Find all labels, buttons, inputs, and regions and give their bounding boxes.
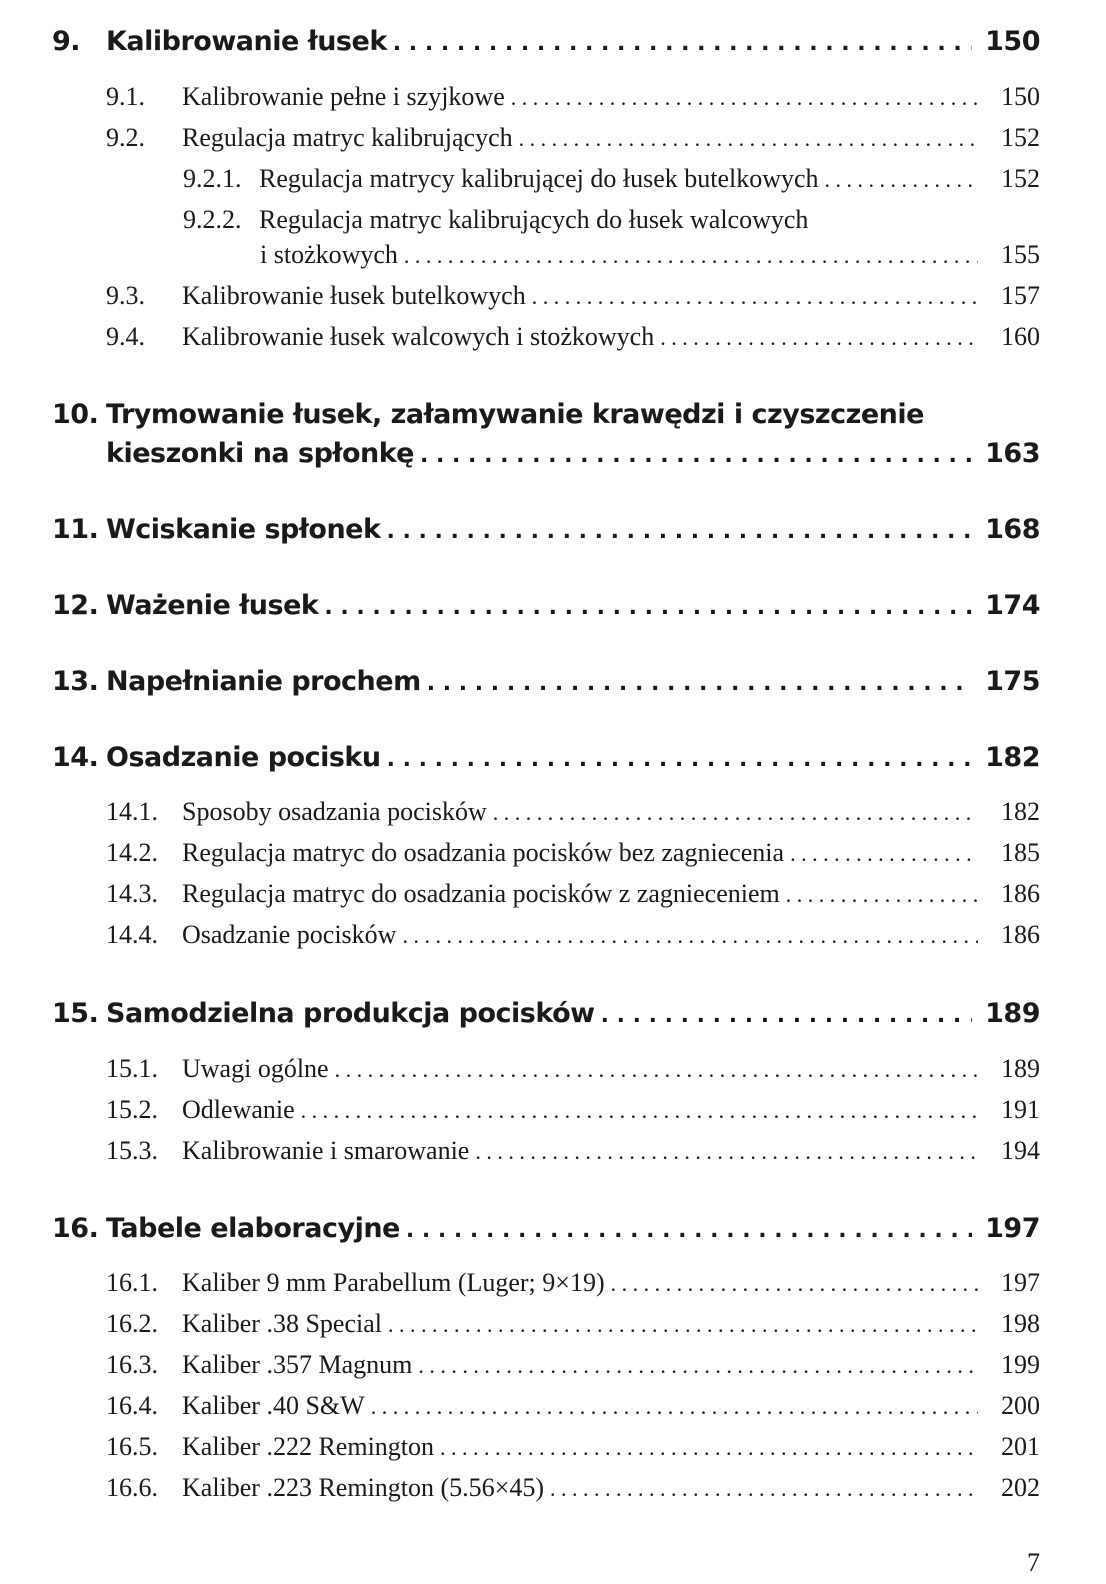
toc-section-14-4[interactable] [106,920,1040,950]
entry-page: 191 [1001,1095,1040,1124]
toc-subsection-9-2-1[interactable] [183,164,1040,194]
entry-title: Kaliber .222 Remington [182,1432,435,1461]
entry-number: 16.4. [106,1391,158,1420]
dot-leader [404,243,978,269]
dot-leader [387,747,972,772]
entry-page: 200 [1001,1391,1040,1420]
entry-page: 197 [1001,1268,1040,1297]
toc-section-15-2[interactable] [106,1095,1040,1125]
entry-page: 163 [985,438,1040,469]
entry-number: 9.2.1. [183,164,242,193]
dot-leader [440,1435,978,1461]
entry-number: 16.3. [106,1350,158,1379]
dot-leader [324,595,972,620]
toc-chapter-14[interactable] [52,742,1040,773]
entry-title: Kaliber .223 Remington (5.56×45) [182,1473,544,1502]
dot-leader [418,1353,978,1379]
entry-page: 160 [1001,322,1040,351]
entry-page: 197 [985,1213,1040,1244]
toc-section-16-2[interactable] [106,1309,1040,1339]
entry-number: 16.2. [106,1309,158,1338]
dot-leader [786,882,978,908]
toc-section-16-5[interactable] [106,1432,1040,1462]
entry-number: 9.2. [106,123,145,152]
entry-title: Tabele elaboracyjne [106,1213,400,1244]
toc-chapter-15[interactable] [52,998,1040,1029]
entry-page: 194 [1001,1136,1040,1165]
toc-section-9-3[interactable] [106,281,1040,311]
toc-section-9-4[interactable] [106,322,1040,352]
entry-title: Regulacja matryc do osadzania pocisków bez zagniecenia [182,838,785,867]
entry-number: 15.3. [106,1136,158,1165]
entry-title: Sposoby osadzania pocisków [182,797,487,826]
dot-leader [406,1218,972,1243]
dot-leader [790,841,978,867]
entry-page: 202 [1001,1473,1040,1502]
entry-page: 175 [985,666,1040,697]
dot-leader [493,800,978,826]
toc-chapter-11[interactable] [52,514,1040,545]
entry-page: 174 [985,590,1040,621]
entry-title: Ważenie łusek [106,590,319,621]
toc-section-16-3[interactable] [106,1350,1040,1380]
entry-title-line1: Regulacja matryc kalibrujących do łusek walcowych [259,205,809,234]
dot-leader [532,284,978,310]
entry-title: kieszonki na spłonkę [106,438,414,469]
entry-number: 10. [52,399,99,430]
dot-leader [386,519,972,544]
entry-page: 157 [1001,281,1040,310]
toc-section-14-1[interactable] [106,797,1040,827]
entry-number: 15.1. [106,1054,158,1083]
page-number: 7 [1027,1548,1040,1577]
entry-number: 12. [52,590,99,621]
entry-number: 9. [52,26,81,57]
entry-number: 14.3. [106,879,158,908]
dot-leader [301,1098,978,1124]
entry-title: Kalibrowanie pełne i szyjkowe [182,82,505,111]
toc-section-9-1[interactable] [106,82,1040,112]
entry-title: Kalibrowanie i smarowanie [182,1136,470,1165]
entry-number: 16.5. [106,1432,158,1461]
toc-chapter-12[interactable] [52,590,1040,621]
entry-page: 186 [1001,879,1040,908]
toc-section-14-3[interactable] [106,879,1040,909]
entry-number: 9.1. [106,82,145,111]
entry-number: 15. [52,998,99,1029]
entry-title: Napełnianie prochem [106,666,421,697]
entry-number: 14.4. [106,920,158,949]
entry-page: 189 [985,998,1040,1029]
entry-page: 152 [1001,123,1040,152]
entry-number: 9.2.2. [183,205,242,234]
dot-leader [601,1003,972,1028]
toc-section-16-1[interactable] [106,1268,1040,1298]
entry-title: Regulacja matrycy kalibrującej do łusek butelkowych [259,164,819,193]
entry-page: 168 [985,514,1040,545]
entry-number: 14.1. [106,797,158,826]
entry-page: 186 [1001,920,1040,949]
entry-title: Samodzielna produkcja pocisków [106,998,595,1029]
entry-title-line1: Trymowanie łusek, załamywanie krawędzi i czyszczenie [106,399,924,430]
dot-leader [475,1139,978,1165]
dot-leader [611,1271,978,1297]
dot-leader [511,85,978,111]
entry-title: i stożkowych [260,240,398,269]
dot-leader [393,31,972,56]
toc-section-15-3[interactable] [106,1136,1040,1166]
entry-page: 182 [1001,797,1040,826]
entry-title: Wciskanie spłonek [106,514,381,545]
entry-title: Kaliber .357 Magnum [182,1350,413,1379]
entry-page: 152 [1001,164,1040,193]
entry-title: Regulacja matryc kalibrujących [182,123,513,152]
toc-chapter-10-line1[interactable] [52,399,924,430]
toc-chapter-16[interactable] [52,1213,1040,1244]
entry-title: Kalibrowanie łusek butelkowych [182,281,526,310]
toc-section-14-2[interactable] [106,838,1040,868]
entry-number: 11. [52,514,99,545]
entry-title: Osadzanie pocisku [106,742,381,773]
entry-title: Osadzanie pocisków [182,920,397,949]
entry-number: 16.1. [106,1268,158,1297]
entry-title: Regulacja matryc do osadzania pocisków z zagnieceniem [182,879,780,908]
toc-chapter-13[interactable] [52,666,1040,697]
entry-number: 9.3. [106,281,145,310]
entry-page: 185 [1001,838,1040,867]
entry-title: Kaliber .38 Special [182,1309,382,1338]
dot-leader [519,126,978,152]
toc-subsection-9-2-2-line1[interactable] [183,205,808,235]
entry-page: 201 [1001,1432,1040,1461]
dot-leader [420,443,972,468]
entry-number: 14. [52,742,99,773]
toc-section-9-2[interactable] [106,123,1040,153]
toc-chapter-9[interactable] [52,26,1040,57]
entry-title: Kaliber .40 S&W [182,1391,365,1420]
entry-page: 182 [985,742,1040,773]
entry-number: 13. [52,666,99,697]
toc-section-16-6[interactable] [106,1473,1040,1503]
toc-chapter-10[interactable] [106,438,1040,469]
entry-page: 150 [1001,82,1040,111]
toc-subsection-9-2-2[interactable] [260,240,1040,270]
dot-leader [371,1394,978,1420]
entry-page: 198 [1001,1309,1040,1338]
entry-number: 14.2. [106,838,158,867]
entry-title: Kalibrowanie łusek walcowych i stożkowych [182,322,655,351]
dot-leader [388,1312,978,1338]
entry-page: 189 [1001,1054,1040,1083]
entry-number: 16. [52,1213,99,1244]
dot-leader [825,167,978,193]
dot-leader [550,1476,978,1502]
dot-leader [660,325,978,351]
entry-page: 155 [1001,240,1040,269]
toc-section-15-1[interactable] [106,1054,1040,1084]
entry-title: Uwagi ogólne [182,1054,329,1083]
dot-leader [335,1057,978,1083]
entry-page: 150 [985,26,1040,57]
dot-leader [427,671,972,696]
dot-leader [402,923,978,949]
entry-number: 16.6. [106,1473,158,1502]
entry-page: 199 [1001,1350,1040,1379]
entry-title: Kaliber 9 mm Parabellum (Luger; 9×19) [182,1268,605,1297]
toc-section-16-4[interactable] [106,1391,1040,1421]
entry-number: 15.2. [106,1095,158,1124]
entry-title: Odlewanie [182,1095,295,1124]
entry-title: Kalibrowanie łusek [106,26,387,57]
entry-number: 9.4. [106,322,145,351]
